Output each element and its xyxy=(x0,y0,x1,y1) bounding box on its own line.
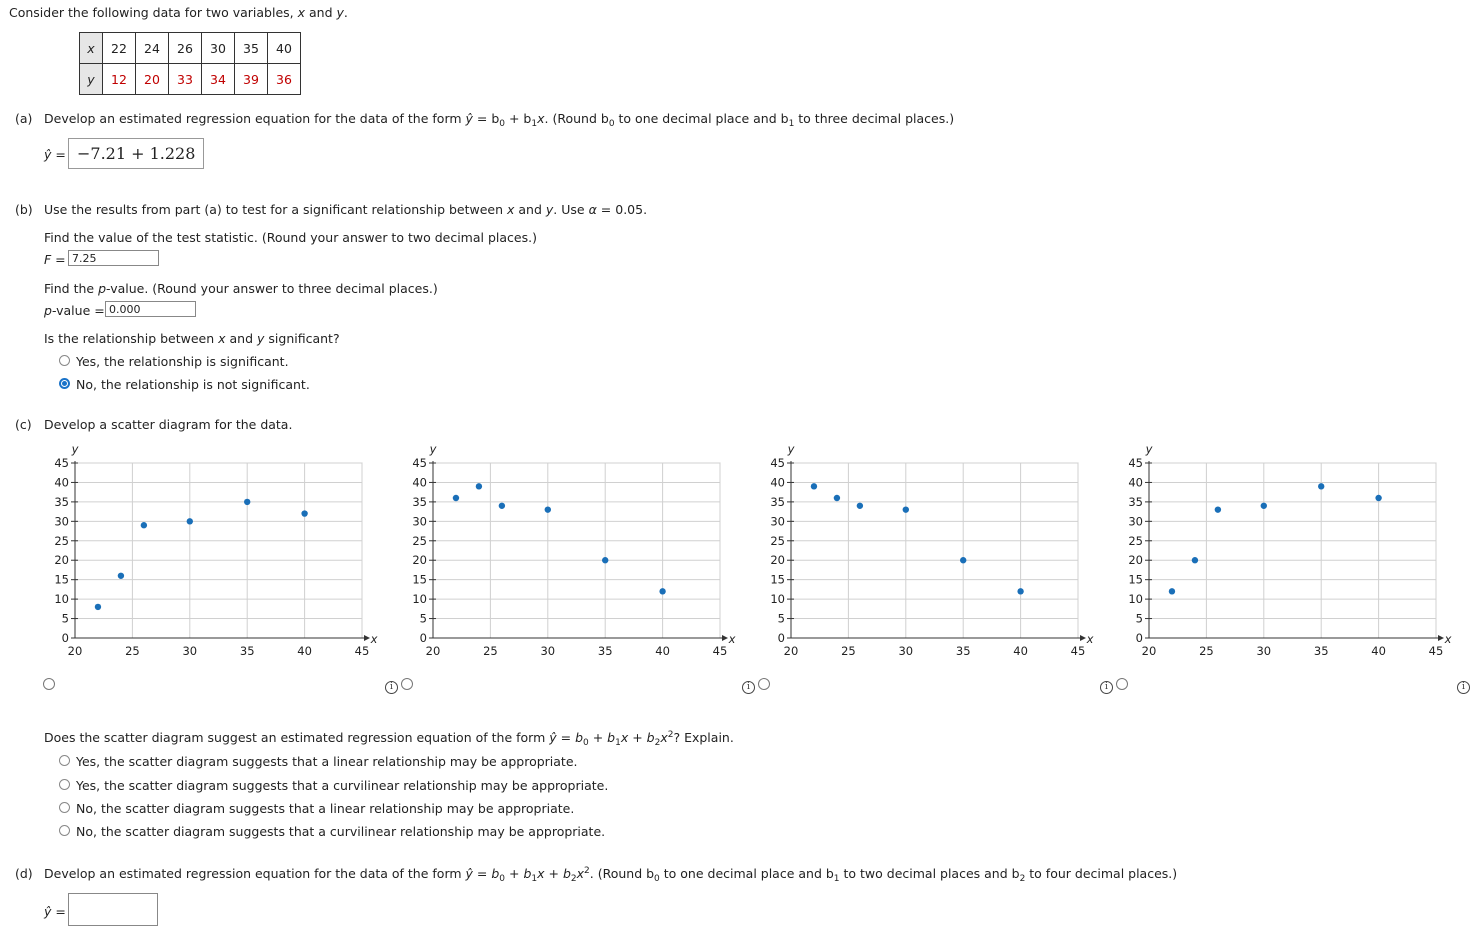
radio-scatter-option-2[interactable] xyxy=(59,779,70,790)
part-d-label: (d) xyxy=(15,866,33,881)
y-tick-label: 10 xyxy=(54,592,69,607)
data-point xyxy=(1169,588,1175,594)
y-tick-label: 10 xyxy=(412,592,427,607)
radio-scatter-option-1[interactable] xyxy=(59,755,70,766)
option-significant-yes-label: Yes, the relationship is significant. xyxy=(76,354,289,369)
table-header-x: x xyxy=(80,33,103,64)
data-point xyxy=(857,503,863,509)
scatter-chart-2 xyxy=(398,440,738,670)
table-cell: 22 xyxy=(103,33,136,64)
y-tick-label: 40 xyxy=(1128,475,1143,490)
x-axis-arrow xyxy=(722,635,728,641)
table-cell: 33 xyxy=(169,64,202,95)
x-axis-label: x xyxy=(1444,632,1452,646)
data-point xyxy=(545,506,551,512)
data-point xyxy=(659,588,665,594)
scatter-option-4-label: No, the scatter diagram suggests that a curvilinear relationship may be appropriate. xyxy=(76,824,606,839)
y-tick-label: 20 xyxy=(54,553,69,568)
scatter-chart-3 xyxy=(756,440,1096,670)
table-cell: 34 xyxy=(202,64,235,95)
table-cell: 24 xyxy=(136,33,169,64)
table-cell: 35 xyxy=(235,33,268,64)
x-tick-label: 45 xyxy=(1428,644,1444,658)
y-tick-label: 5 xyxy=(419,611,427,626)
data-point xyxy=(811,483,817,489)
radio-significant-no[interactable] xyxy=(59,378,70,389)
y-tick-label: 35 xyxy=(770,494,785,509)
data-point xyxy=(602,557,608,563)
data-point xyxy=(141,522,147,528)
table-row-x xyxy=(80,33,301,64)
radio-chart-3[interactable] xyxy=(758,678,770,690)
x-axis-label: x xyxy=(370,632,378,646)
data-point xyxy=(301,510,307,516)
plot-area xyxy=(433,463,720,638)
table-cell: 26 xyxy=(169,33,202,64)
y-tick-label: 0 xyxy=(1135,631,1143,645)
y-tick-label: 15 xyxy=(770,572,785,587)
y-tick-label: 45 xyxy=(412,456,427,470)
table-cell: 12 xyxy=(103,64,136,95)
radio-chart-2[interactable] xyxy=(401,678,413,690)
radio-scatter-option-3[interactable] xyxy=(59,802,70,813)
x-axis-label: x xyxy=(728,632,736,646)
option-significant-no-label: No, the relationship is not significant. xyxy=(76,377,310,392)
plot-area xyxy=(791,463,1078,638)
x-tick-label: 45 xyxy=(1070,644,1086,658)
x-tick-label: 30 xyxy=(540,644,556,658)
y-axis-label: y xyxy=(429,442,437,456)
radio-chart-4[interactable] xyxy=(1116,678,1128,690)
y-tick-label: 5 xyxy=(777,611,785,626)
y-tick-label: 20 xyxy=(412,553,427,568)
data-point xyxy=(1215,506,1221,512)
table-cell: 39 xyxy=(235,64,268,95)
data-point xyxy=(960,557,966,563)
part-b-label: (b) xyxy=(15,202,33,217)
data-table xyxy=(79,32,301,95)
scatter-option-2-label: Yes, the scatter diagram suggests that a curvilinear relationship may be appropriate. xyxy=(76,778,609,793)
x-tick-label: 20 xyxy=(425,644,441,658)
y-tick-label: 25 xyxy=(54,533,69,548)
part-a-prompt: Develop an estimated regression equation for the data of the form ŷ = $b_0 + b_1x$. (Round $b_0$ to one decimal place and $b_1$ to three decimal places.) xyxy=(44,111,955,129)
table-cell: 40 xyxy=(268,33,301,64)
y-tick-label: 5 xyxy=(1135,611,1143,626)
scatter-question: Does the scatter diagram suggest an estimated regression equation of the form ŷ = $b_0 + b_1x + b_2x^2$? Explain. xyxy=(44,730,734,748)
y-tick-label: 5 xyxy=(61,611,69,626)
data-point xyxy=(244,499,250,505)
x-axis-label: x xyxy=(1086,632,1094,646)
test-stat-prompt: Find the value of the test statistic. (Round your answer to two decimal places.) xyxy=(44,230,537,245)
y-tick-label: 45 xyxy=(1128,456,1143,470)
data-point xyxy=(1261,503,1267,509)
x-tick-label: 35 xyxy=(955,644,971,658)
y-tick-label: 15 xyxy=(1128,572,1143,587)
x-tick-label: 25 xyxy=(1199,644,1214,658)
y-tick-label: 10 xyxy=(1128,592,1143,607)
x-tick-label: 35 xyxy=(1313,644,1329,658)
data-point xyxy=(118,573,124,579)
y-tick-label: 40 xyxy=(770,475,785,490)
data-point xyxy=(476,483,482,489)
y-tick-label: 25 xyxy=(770,533,785,548)
y-axis-label: y xyxy=(71,442,79,456)
table-cell: 36 xyxy=(268,64,301,95)
scatter-option-1-label: Yes, the scatter diagram suggests that a linear relationship may be appropriate. xyxy=(76,754,578,769)
x-tick-label: 30 xyxy=(898,644,914,658)
y-tick-label: 15 xyxy=(54,572,69,587)
data-point xyxy=(1192,557,1198,563)
y-tick-label: 45 xyxy=(770,456,785,470)
significance-question: Is the relationship between x and y significant? xyxy=(44,331,340,346)
data-point xyxy=(834,495,840,501)
p-value-input[interactable]: 0.000 xyxy=(105,301,196,317)
p-value-prompt: Find the p-value. (Round your answer to three decimal places.) xyxy=(44,281,438,296)
part-a-answer-label: ŷ = xyxy=(44,147,66,162)
part-d-answer-field[interactable] xyxy=(68,893,158,926)
x-tick-label: 25 xyxy=(841,644,856,658)
y-tick-label: 40 xyxy=(54,475,69,490)
x-axis-arrow xyxy=(1438,635,1444,641)
data-point xyxy=(1017,588,1023,594)
y-tick-label: 30 xyxy=(412,514,427,529)
x-tick-label: 40 xyxy=(1371,644,1386,658)
x-tick-label: 25 xyxy=(125,644,140,658)
y-axis-label: y xyxy=(787,442,795,456)
x-axis-arrow xyxy=(1080,635,1086,641)
data-point xyxy=(1318,483,1324,489)
y-tick-label: 25 xyxy=(412,533,427,548)
scatter-chart-4 xyxy=(1114,440,1454,670)
x-tick-label: 20 xyxy=(1141,644,1157,658)
f-stat-input[interactable]: 7.25 xyxy=(68,250,159,266)
table-cell: 30 xyxy=(202,33,235,64)
y-axis-label: y xyxy=(1145,442,1153,456)
scatter-option-3-label: No, the scatter diagram suggests that a linear relationship may be appropriate. xyxy=(76,801,575,816)
info-icon[interactable]: i xyxy=(385,681,398,694)
x-tick-label: 45 xyxy=(712,644,728,658)
y-tick-label: 45 xyxy=(54,456,69,470)
y-tick-label: 35 xyxy=(1128,494,1143,509)
x-tick-label: 30 xyxy=(1256,644,1272,658)
y-tick-label: 40 xyxy=(412,475,427,490)
y-tick-label: 0 xyxy=(419,631,427,645)
x-tick-label: 40 xyxy=(655,644,670,658)
x-tick-label: 35 xyxy=(597,644,613,658)
part-a-label: (a) xyxy=(15,111,33,126)
part-d-answer-label: ŷ = xyxy=(44,904,66,919)
part-c-prompt: Develop a scatter diagram for the data. xyxy=(44,417,293,432)
y-tick-label: 30 xyxy=(54,514,69,529)
data-point xyxy=(453,495,459,501)
x-tick-label: 20 xyxy=(67,644,83,658)
x-tick-label: 35 xyxy=(239,644,255,658)
f-stat-label: F = xyxy=(44,252,66,267)
y-tick-label: 10 xyxy=(770,592,785,607)
data-point xyxy=(499,503,505,509)
part-b-prompt: Use the results from part (a) to test for a significant relationship between x and y. Use α = 0.05. xyxy=(44,202,648,217)
plot-area xyxy=(75,463,362,638)
x-tick-label: 40 xyxy=(1013,644,1028,658)
info-icon[interactable]: i xyxy=(1100,681,1113,694)
part-a-answer-field[interactable]: −7.21 + 1.228 xyxy=(68,138,204,169)
data-point xyxy=(1375,495,1381,501)
x-axis-arrow xyxy=(364,635,370,641)
x-tick-label: 40 xyxy=(297,644,312,658)
table-cell: 20 xyxy=(136,64,169,95)
info-icon[interactable]: i xyxy=(1457,681,1470,694)
radio-significant-yes[interactable] xyxy=(59,355,70,366)
y-tick-label: 20 xyxy=(1128,553,1143,568)
y-tick-label: 35 xyxy=(54,494,69,509)
y-tick-label: 25 xyxy=(1128,533,1143,548)
intro-text: Consider the following data for two variables, x and y. xyxy=(9,5,348,20)
info-icon[interactable]: i xyxy=(742,681,755,694)
plot-area xyxy=(1149,463,1436,638)
y-tick-label: 30 xyxy=(1128,514,1143,529)
x-tick-label: 45 xyxy=(354,644,370,658)
part-c-label: (c) xyxy=(15,417,32,432)
y-tick-label: 0 xyxy=(61,631,69,645)
y-tick-label: 15 xyxy=(412,572,427,587)
x-tick-label: 20 xyxy=(783,644,799,658)
y-tick-label: 20 xyxy=(770,553,785,568)
data-point xyxy=(903,506,909,512)
p-value-label: p-value = xyxy=(44,303,105,318)
table-row-y xyxy=(80,64,301,95)
data-point xyxy=(95,604,101,610)
y-tick-label: 30 xyxy=(770,514,785,529)
x-tick-label: 30 xyxy=(182,644,198,658)
radio-chart-1[interactable] xyxy=(43,678,55,690)
x-tick-label: 25 xyxy=(483,644,498,658)
table-header-y: y xyxy=(80,64,103,95)
y-tick-label: 0 xyxy=(777,631,785,645)
radio-scatter-option-4[interactable] xyxy=(59,825,70,836)
part-d-prompt: Develop an estimated regression equation for the data of the form ŷ = $b_0 + b_1x + b_2x^2$. (Round $b_0$ to one decimal place and $b_1$ to two decimal places and $b_2$ to four decimal places.) xyxy=(44,866,1178,884)
scatter-chart-1 xyxy=(40,440,380,670)
data-point xyxy=(187,518,193,524)
y-tick-label: 35 xyxy=(412,494,427,509)
